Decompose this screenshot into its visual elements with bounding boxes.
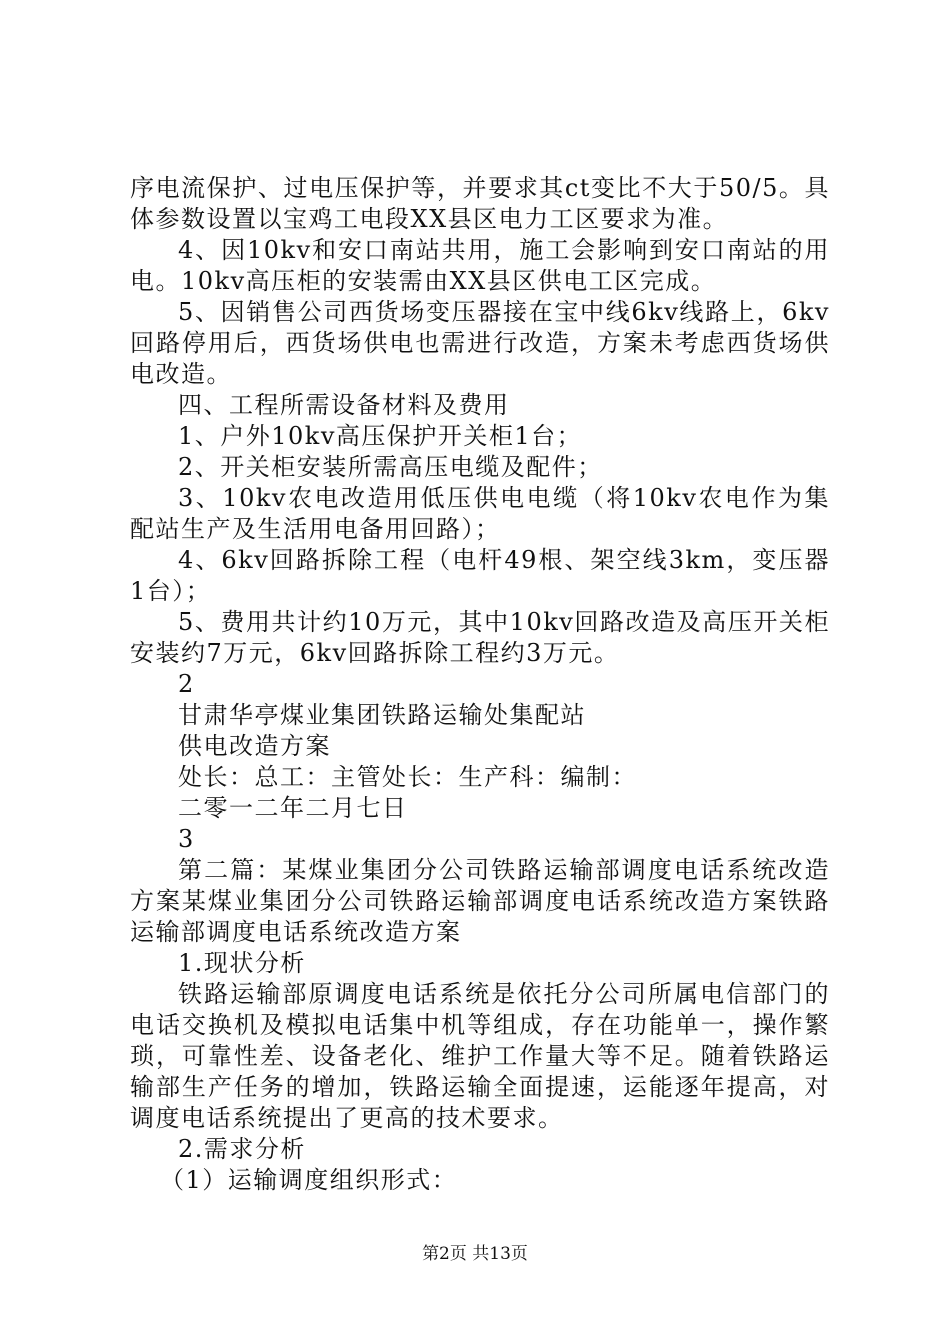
list-item-cables-accessories: 2、开关柜安装所需高压电缆及配件； xyxy=(178,453,603,481)
paragraph-status-analysis: 铁路运输部原调度电话系统是依托分公司所属电信部门的电话交换机及模拟电话集中机等组成，存在功能单一，操作繁琐，可靠性差、设备老化、维护工作量大等不足。随着铁路运输部生产任务的增加，铁路运输全面提速，运能逐年提高，对调度电话系统提出了更高的技术要求。 xyxy=(130,980,830,1132)
signature-roles: 处长：总工：主管处长：生产科：编制： xyxy=(178,763,637,791)
list-item-low-voltage-cable: 3、10kv农电改造用低压供电电缆（将10kv农电作为集配站生产及生活用电备用回路）； xyxy=(130,484,830,543)
plan-title: 供电改造方案 xyxy=(178,732,331,760)
paragraph-item-4-shared-10kv: 4、因10kv和安口南站共用，施工会影响到安口南站的用电。10kv高压柜的安装需由XX县区供电工区完成。 xyxy=(130,236,830,295)
document-date: 二零一二年二月七日 xyxy=(178,794,408,822)
list-item-total-cost: 5、费用共计约10万元，其中10kv回路改造及高压开关柜安装约7万元，6kv回路拆除工程约3万元。 xyxy=(130,608,830,667)
section-heading-requirements: 2.需求分析 xyxy=(178,1135,306,1163)
list-item-6kv-removal: 4、6kv回路拆除工程（电杆49根、架空线3km，变压器1台）； xyxy=(130,546,830,605)
sub-heading-dispatch-organization: （1）运输调度组织形式： xyxy=(160,1166,458,1194)
page-footer: 第2页 共13页 xyxy=(422,1244,528,1264)
list-item-switchgear: 1、户外10kv高压保护开关柜1台； xyxy=(178,422,583,450)
document-body xyxy=(130,173,830,1196)
chapter-two-title: 第二篇：某煤业集团分公司铁路运输部调度电话系统改造方案某煤业集团分公司铁路运输部调度电话系统改造方案铁路运输部调度电话系统改造方案 xyxy=(130,856,830,946)
inline-page-number-2: 2 xyxy=(178,670,195,698)
inline-page-number-3: 3 xyxy=(178,825,195,853)
section-heading-status-analysis: 1.现状分析 xyxy=(178,949,306,977)
paragraph-item-5-west-yard: 5、因销售公司西货场变压器接在宝中线6kv线路上，6kv回路停用后，西货场供电也需进行改造，方案未考虑西货场供电改造。 xyxy=(130,298,830,388)
section-heading-materials-costs: 四、工程所需设备材料及费用 xyxy=(178,391,510,419)
company-name: 甘肃华亭煤业集团铁路运输处集配站 xyxy=(178,701,586,729)
paragraph-protection-params: 序电流保护、过电压保护等，并要求其ct变比不大于50/5。具体参数设置以宝鸡工电段XX县区电力工区要求为准。 xyxy=(130,174,830,233)
